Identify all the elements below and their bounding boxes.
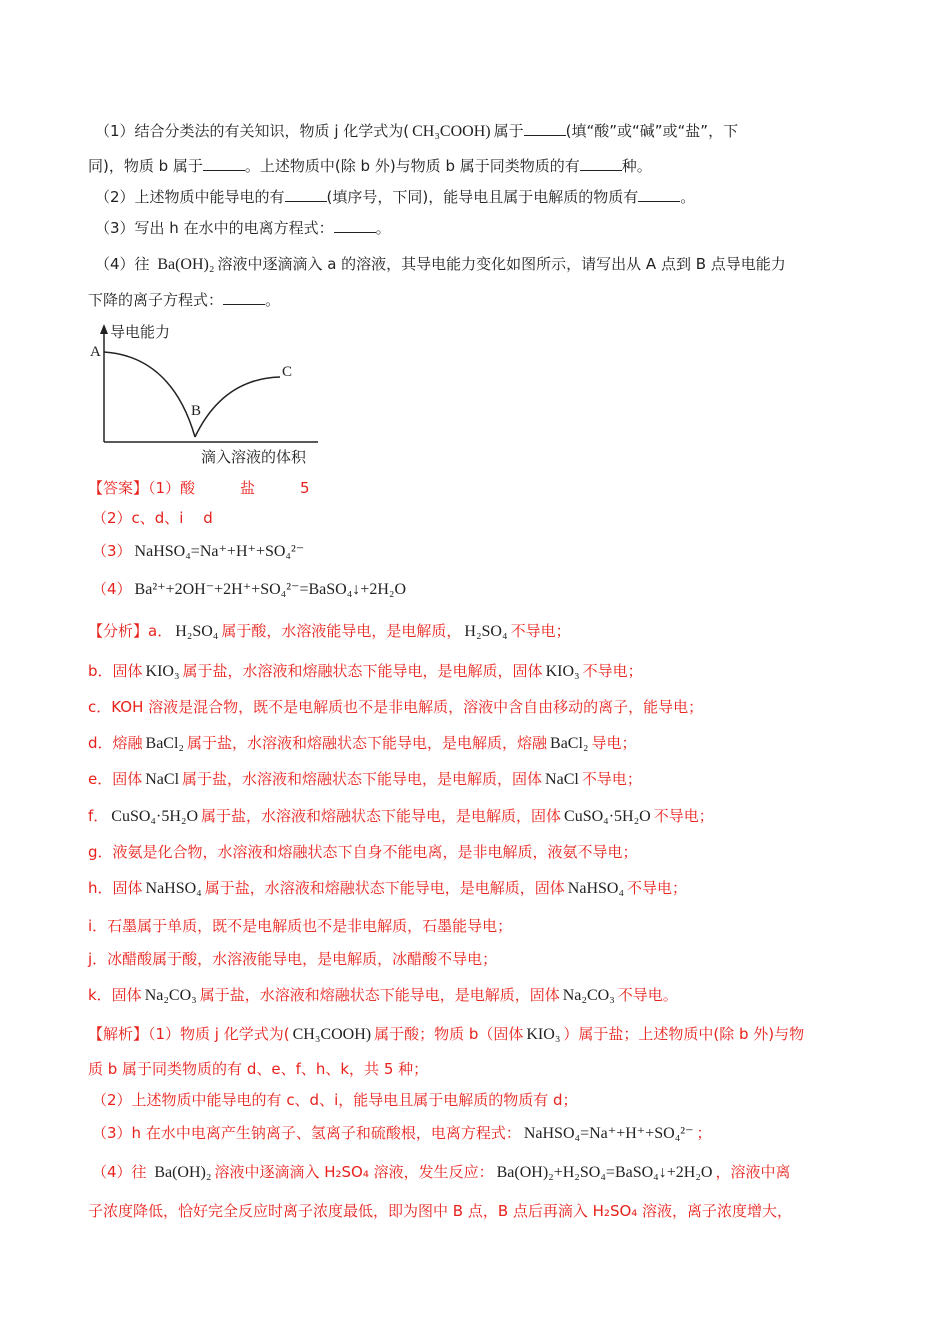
chemical-formula: NaHSO₄ (567, 880, 625, 897)
text-line (92, 541, 307, 562)
text-segment: 属于盐，水溶液和熔融状态下能导电，是电解质，固体 (199, 986, 560, 1004)
text-line (88, 661, 643, 682)
text-line (88, 985, 678, 1006)
text-segment: 不导电； (582, 662, 643, 680)
chemical-formula: CH₃COOH) (412, 123, 491, 140)
text-line (88, 1024, 804, 1045)
text-segment: b．固体 (88, 662, 143, 680)
text-segment: 导电； (591, 734, 637, 752)
text-segment: ，溶液中离 (715, 1163, 791, 1181)
text-segment: （3） (92, 542, 132, 560)
text-line (88, 1059, 428, 1079)
text-line (88, 697, 703, 717)
chemical-formula: CH₃COOH) (292, 1026, 372, 1043)
text-segment: 种。 (621, 157, 652, 175)
text-segment: d．熔融 (88, 734, 143, 752)
point-b-label: B (191, 403, 202, 419)
text-segment: 子浓度降低，恰好完全反应时离子浓度最低，即为图中 B 点，B 点后再滴入 H₂SO₄ 溶液，离子浓度增大， (88, 1202, 793, 1220)
text-segment: 。 (680, 188, 696, 206)
text-segment: 属于酸；物质 b（固体 (374, 1025, 524, 1043)
x-axis-label: 滴入溶液的体积 (201, 448, 307, 466)
text-line (88, 916, 512, 936)
chemical-formula: CuSO₄·5H₂O (564, 808, 651, 825)
text-segment: 溶液中逐滴滴入 a 的溶液，其导电能力变化如图所示，请写出从 A 点到 B 点导电能力 (217, 255, 786, 273)
figure-graphic (0, 0, 950, 480)
text-segment: ； (696, 1124, 712, 1142)
chemical-formula: BaCl₂ (145, 735, 184, 752)
text-segment: (填“酸”或“碱”或“盐”，下 (565, 122, 739, 140)
text-segment: 属于酸，水溶液能导电，是电解质， (221, 622, 462, 640)
text-line (88, 949, 497, 969)
text-segment: 【答案】（1）酸 盐 5 (88, 479, 310, 497)
text-segment: 属于盐，水溶液和熔融状态下能导电，是电解质，固体 (204, 879, 565, 897)
chemical-formula: Ba(OH)₂+H₂SO₄=BaSO₄↓+2H₂O (496, 1164, 713, 1181)
text-segment: 属于盐，水溶液和熔融状态下能导电，是电解质，固体 (182, 770, 543, 788)
chemical-formula: Na₂CO₃ (144, 987, 197, 1004)
text-line (88, 806, 714, 827)
chemical-formula: NaCl (545, 771, 579, 788)
text-line (88, 621, 571, 642)
text-line (88, 842, 638, 862)
text-segment: f． (88, 807, 109, 825)
chemical-formula: NaCl (145, 771, 180, 788)
text-segment: c．KOH 溶液是混合物，既不是电解质也不是非电解质，溶液中含自由移动的离子，能导电； (88, 698, 704, 716)
text-segment: （2）上述物质中能导电的有 c、d、i，能导电且属于电解质的物质有 d； (92, 1091, 578, 1109)
point-c-label: C (282, 364, 293, 380)
text-segment: e．固体 (88, 770, 143, 788)
text-segment: 【解析】（1）物质 j 化学式为( (88, 1025, 290, 1043)
text-segment: 不导电； (510, 622, 571, 640)
chemical-formula: H₂SO₄ (464, 623, 508, 640)
text-segment: （1）结合分类法的有关知识，物质 j 化学式为( (95, 122, 410, 140)
y-axis-label: 导电能力 (110, 323, 171, 341)
y-axis-arrow-icon (100, 324, 108, 334)
text-segment: （2）上述物质中能导电的有 (95, 188, 285, 206)
text-segment: (填序号，下同)，能导电且属于电解质的物质有 (326, 188, 639, 206)
text-segment: （4）往 (92, 1163, 152, 1181)
text-line (88, 1201, 792, 1221)
text-segment: 。 (375, 219, 391, 237)
chemical-formula: KIO₃ (145, 663, 180, 680)
text-line (92, 1123, 712, 1144)
chemical-formula: NaHSO₄=Na⁺+H⁺+SO₄²⁻ (134, 543, 305, 560)
text-segment: （3）写出 h 在水中的电离方程式： (95, 219, 334, 237)
chemical-formula: BaCl₂ (550, 735, 589, 752)
text-segment: i．石墨属于单质，既不是电解质也不是非电解质，石墨能导电； (88, 917, 513, 935)
chemical-formula: NaHSO₄ (145, 880, 202, 897)
text-line (88, 769, 642, 790)
text-segment: 属于盐，水溶液和熔融状态下能导电，是电解质，熔融 (187, 734, 548, 752)
text-segment: 属于盐，水溶液和熔融状态下能导电，是电解质，固体 (201, 807, 562, 825)
curve-a-to-b (104, 352, 195, 437)
text-segment: 属于盐，水溶液和熔融状态下能导电，是电解质，固体 (182, 662, 543, 680)
chemical-formula: Na₂CO₃ (562, 987, 615, 1004)
text-segment: ）属于盐；上述物质中(除 b 外)与物 (563, 1025, 805, 1043)
text-segment: （4） (92, 580, 132, 598)
text-segment: 下降的离子方程式： (88, 291, 224, 309)
point-a-label: A (90, 344, 101, 360)
text-segment: 。上述物质中(除 b 外)与物质 b 属于同类物质的有 (244, 157, 580, 175)
text-line (92, 508, 213, 528)
text-line (92, 1162, 790, 1183)
text-segment: 属于 (493, 122, 524, 140)
text-segment: h．固体 (88, 879, 143, 897)
chemical-formula: Ba(OH)₂ (154, 1164, 212, 1181)
chemical-formula: Ba(OH)₂ (157, 256, 215, 273)
text-line (88, 878, 687, 899)
text-line (88, 478, 310, 498)
text-segment: g．液氨是化合物，水溶液和熔融状态下自身不能电离，是非电解质，液氨不导电； (88, 843, 638, 861)
text-line (92, 1090, 578, 1110)
text-line (92, 579, 409, 600)
text-segment: （2）c、d、i d (92, 509, 213, 527)
text-segment: k．固体 (88, 986, 142, 1004)
text-segment: 不导电； (653, 807, 714, 825)
text-segment: 质 b 属于同类物质的有 d、e、f、h、k，共 5 种； (88, 1060, 429, 1078)
text-segment: （4）往 (95, 255, 155, 273)
text-segment: 【分析】a． (88, 622, 173, 640)
chemical-formula: NaHSO₄=Na⁺+H⁺+SO₄²⁻ (523, 1125, 694, 1142)
text-segment: 不导电； (627, 879, 688, 897)
text-segment: j．冰醋酸属于酸，水溶液能导电，是电解质，冰醋酸不导电； (88, 950, 498, 968)
chemical-formula: KIO₃ (526, 1026, 561, 1043)
chemical-formula: Ba²⁺+2OH⁻+2H⁺+SO₄²⁻=BaSO₄↓+2H₂O (134, 581, 406, 598)
text-segment: 。 (265, 291, 281, 309)
chemical-formula: KIO₃ (545, 663, 580, 680)
chemical-formula: CuSO₄·5H₂O (111, 808, 198, 825)
text-line (88, 733, 637, 754)
text-segment: 不导电。 (617, 986, 678, 1004)
text-segment: 不导电； (581, 770, 642, 788)
text-segment: 溶液中逐滴滴入 H₂SO₄ 溶液，发生反应： (214, 1163, 494, 1181)
text-segment: （3）h 在水中电离产生钠离子、氢离子和硫酸根，电离方程式： (92, 1124, 521, 1142)
curve-b-to-c (195, 377, 280, 437)
text-segment: 同)，物质 b 属于 (88, 157, 203, 175)
chemical-formula: H₂SO₄ (175, 623, 219, 640)
